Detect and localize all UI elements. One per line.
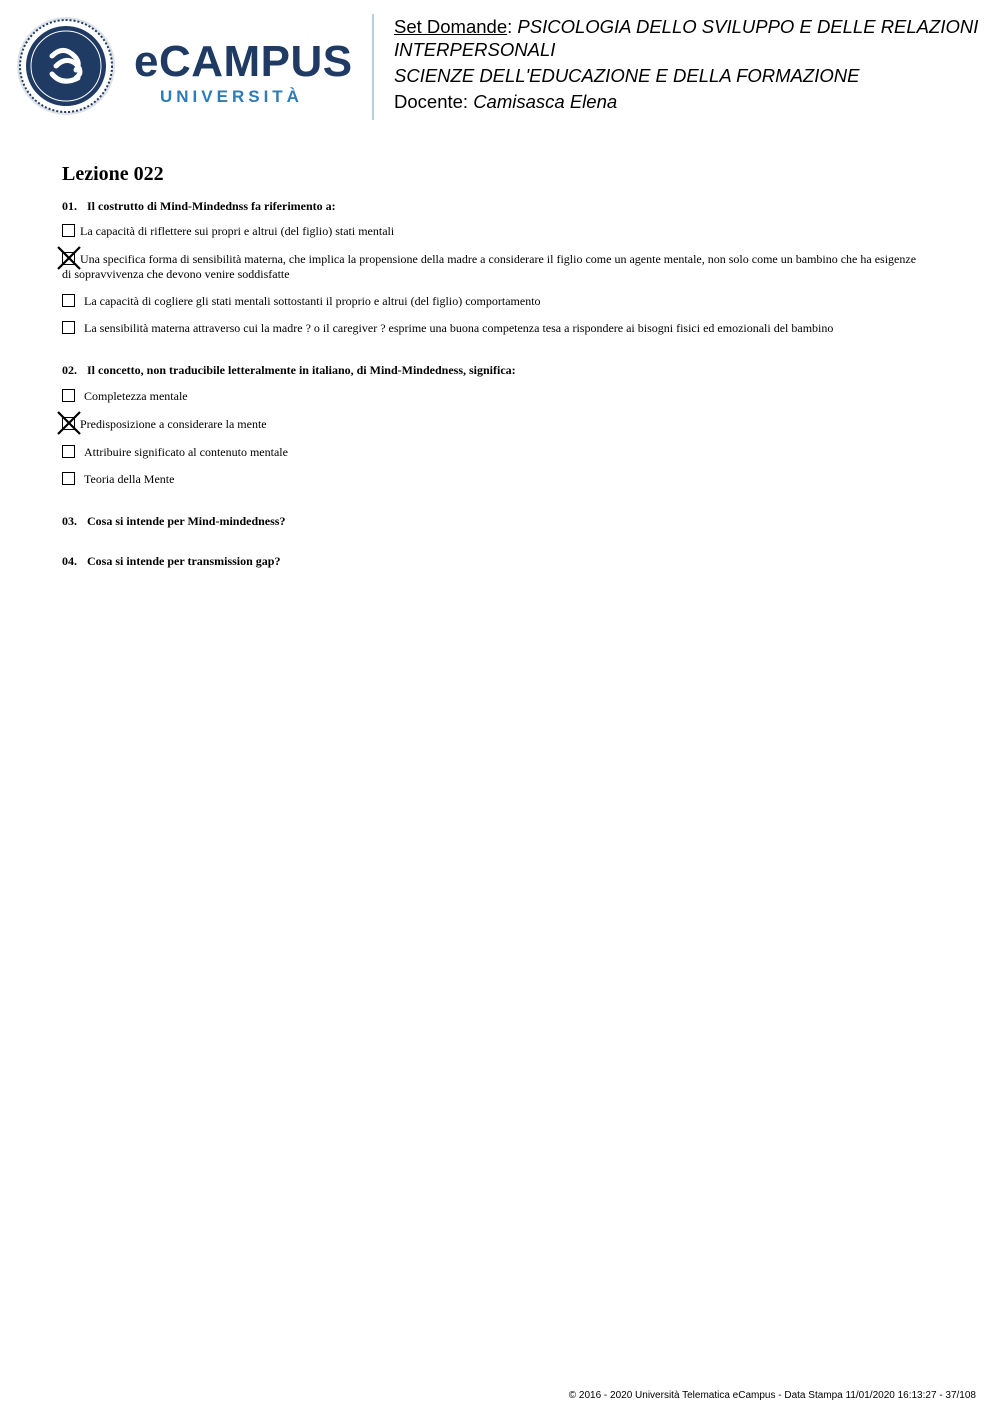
header-divider bbox=[372, 14, 374, 120]
option-checkbox-item[interactable] bbox=[62, 294, 922, 309]
checked-cross-icon bbox=[56, 245, 82, 271]
course-name: SCIENZE DELL'EDUCAZIONE E DELLA FORMAZIONE bbox=[394, 65, 860, 86]
question-number: 04. bbox=[62, 554, 77, 568]
option-text: Teoria della Mente bbox=[84, 472, 175, 486]
checkbox[interactable] bbox=[62, 472, 75, 485]
question-number: 02. bbox=[62, 363, 77, 377]
checkbox[interactable] bbox=[62, 445, 75, 458]
option-checkbox-item[interactable] bbox=[62, 321, 922, 336]
option-text: Predisposizione a considerare la mente bbox=[80, 417, 267, 431]
option-text: La capacità di riflettere sui propri e altrui (del figlio) stati mentali bbox=[80, 224, 395, 238]
set-title-line: Set Domande: PSICOLOGIA DELLO SVILUPPO E DELLE RELAZIONI INTERPERSONALI bbox=[394, 16, 979, 60]
checkbox[interactable] bbox=[62, 389, 75, 402]
option-text: Una specifica forma di sensibilità materna, che implica la propensione della madre a considerare il figlio come un agente mentale, non solo come un bambino che ha esigenze di sopravvivenza che devono venire soddisfatte bbox=[62, 252, 917, 281]
teacher-label: Docente: bbox=[394, 91, 469, 112]
set-label: Set Domande bbox=[394, 16, 508, 37]
question-02 bbox=[62, 363, 516, 378]
checked-cross-icon bbox=[56, 410, 82, 436]
lesson-title: Lezione 022 bbox=[62, 163, 164, 185]
question-number: 01. bbox=[62, 199, 77, 213]
checkbox[interactable] bbox=[62, 224, 75, 237]
brand-subtitle: UNIVERSITÀ bbox=[160, 87, 303, 106]
ecampus-seal-logo bbox=[16, 16, 116, 121]
option-checkbox-item[interactable] bbox=[62, 472, 922, 487]
set-title: PSICOLOGIA DELLO SVILUPPO E DELLE RELAZIONI INTERPERSONALI bbox=[394, 16, 979, 60]
question-04 bbox=[62, 554, 280, 569]
option-checkbox-item[interactable] bbox=[62, 417, 922, 432]
question-text: Il costrutto di Mind-Mindednss fa riferimento a: bbox=[87, 199, 336, 213]
question-number: 03. bbox=[62, 514, 77, 528]
option-text: La capacità di cogliere gli stati mentali sottostanti il proprio e altrui (del figlio) comportamento bbox=[84, 294, 541, 308]
teacher-name: Camisasca Elena bbox=[473, 91, 618, 112]
option-text: La sensibilità materna attraverso cui la madre ? o il caregiver ? esprime una buona competenza tesa a rispondere ai bisogni fisici ed emozionali del bambino bbox=[84, 321, 834, 335]
question-text: Il concetto, non traducibile letteralmente in italiano, di Mind-Mindedness, significa: bbox=[87, 363, 516, 377]
option-text: Attribuire significato al contenuto mentale bbox=[84, 445, 288, 459]
question-03 bbox=[62, 514, 285, 529]
option-checkbox-item[interactable] bbox=[62, 224, 922, 239]
brand-name: eCAMPUS bbox=[134, 37, 353, 86]
header-info bbox=[394, 15, 994, 113]
course-line bbox=[394, 64, 994, 87]
teacher-line bbox=[394, 90, 994, 113]
checkbox[interactable] bbox=[62, 321, 75, 334]
question-text: Cosa si intende per transmission gap? bbox=[87, 554, 281, 568]
option-checkbox-item[interactable] bbox=[62, 252, 922, 282]
page-footer: © 2016 - 2020 Università Telematica eCampus - Data Stampa 11/01/2020 16:13:27 - 37/108 bbox=[568, 1390, 976, 1401]
checkbox[interactable] bbox=[62, 294, 75, 307]
option-text: Completezza mentale bbox=[84, 389, 188, 403]
question-01 bbox=[62, 199, 336, 214]
option-checkbox-item[interactable] bbox=[62, 445, 922, 460]
question-text: Cosa si intende per Mind-mindedness? bbox=[87, 514, 286, 528]
option-checkbox-item[interactable] bbox=[62, 389, 922, 404]
